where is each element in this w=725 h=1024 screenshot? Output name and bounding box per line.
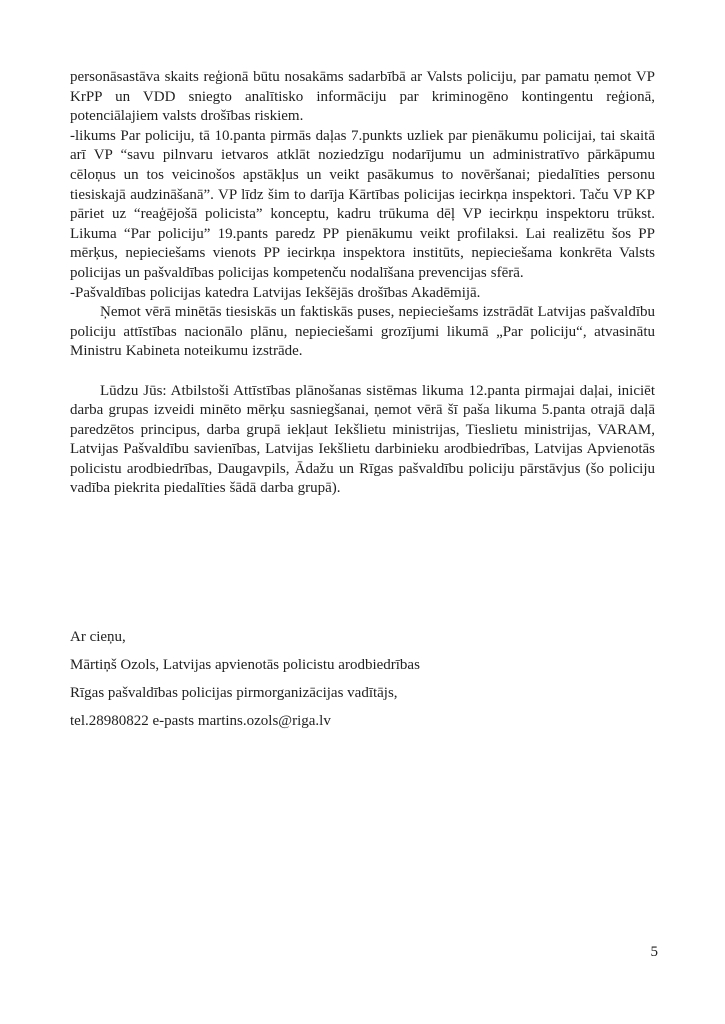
paragraph-likums-par-policiju: -likums Par policiju, tā 10.panta pirmās daļas 7.punkts uzliek par pienākumu policijai, tai skaitā arī VP “savu pilnvaru ietvaros atklāt noziedzīgu nodarījumu un administratīvo pārkāpumu cēloņus un tos veicinošos apstākļus un veikt pasākumus to novēršanai; piedalīties personu tiesiskajā audzināšanā”. VP līdz šim to darīja Kārtības policijas iecirkņa inspektori. Taču VP KP pāriet uz “reaģējošā policista” konceptu, kadru trūkuma dēļ VP iecirkņu inspektoru trūkst. Likuma “Par policiju” 19.pants paredz PP pienākumu veikt profilaksi. Lai realizētu šos PP mērķus, nepieciešams vienots PP iecirkņa inspektora institūts, nepieciešama konkrēta Valsts policijas un pašvaldības policijas kompetenču nodalīšana prevencijas sfērā. (70, 127, 655, 281)
page-number: 5 (650, 944, 658, 960)
paragraph-pasvaldibas-katedra: -Pašvaldības policijas katedra Latvijas Iekšējās drošības Akadēmijā. (70, 284, 481, 301)
paragraph-continuation: personāsastāva skaits reģionā būtu nosakāms sadarbībā ar Valsts policiju, par pamatu ņemot VP KrPP un VDD sniegto analītisko informāciju par kriminogēno kontingentu reģionā, potenciālajiem valsts drošības riskiem. (70, 69, 655, 125)
signature-contact: tel.28980822 e-pasts martins.ozols@riga.lv (70, 713, 331, 730)
signature-role: Rīgas pašvaldības policijas pirmorganizācijas vadītājs, (70, 685, 398, 702)
signature-name: Mārtiņš Ozols, Latvijas apvienotās policistu arodbiedrības (70, 657, 420, 674)
paragraph-ludzu-jus: Lūdzu Jūs: Atbilstoši Attīstības plānošanas sistēmas likuma 12.panta pirmajai daļai, iniciēt darba grupas izveidi minēto mērķu sasniegšanai, ņemot vērā šī paša likuma 5.panta otrajā daļā paredzētos principus, darba grupā iekļaut Iekšlietu ministrijas, Tieslietu ministrijas, VARAM, Latvijas Pašvaldību savienības, Latvijas Iekšlietu darbinieku arodbiedrības, Latvijas Apvienotās policistu arodbiedrības, Daugavpils, Ādažu un Rīgas pašvaldību policiju pārstāvjus (šo policiju vadība piekrita piedalīties šādā darba grupā). (70, 382, 655, 497)
paragraph-nemot-vera: Ņemot vērā minētās tiesiskās un faktiskās puses, nepieciešams izstrādāt Latvijas pašvaldību policiju attīstības nacionālo plānu, nepieciešami grozījumi likumā „Par policiju“, atvasinātu Ministru Kabineta noteikumu izstrāde. (70, 304, 655, 360)
signature-salutation: Ar cieņu, (70, 629, 126, 646)
signature-block (70, 628, 655, 732)
document-body (70, 68, 655, 740)
